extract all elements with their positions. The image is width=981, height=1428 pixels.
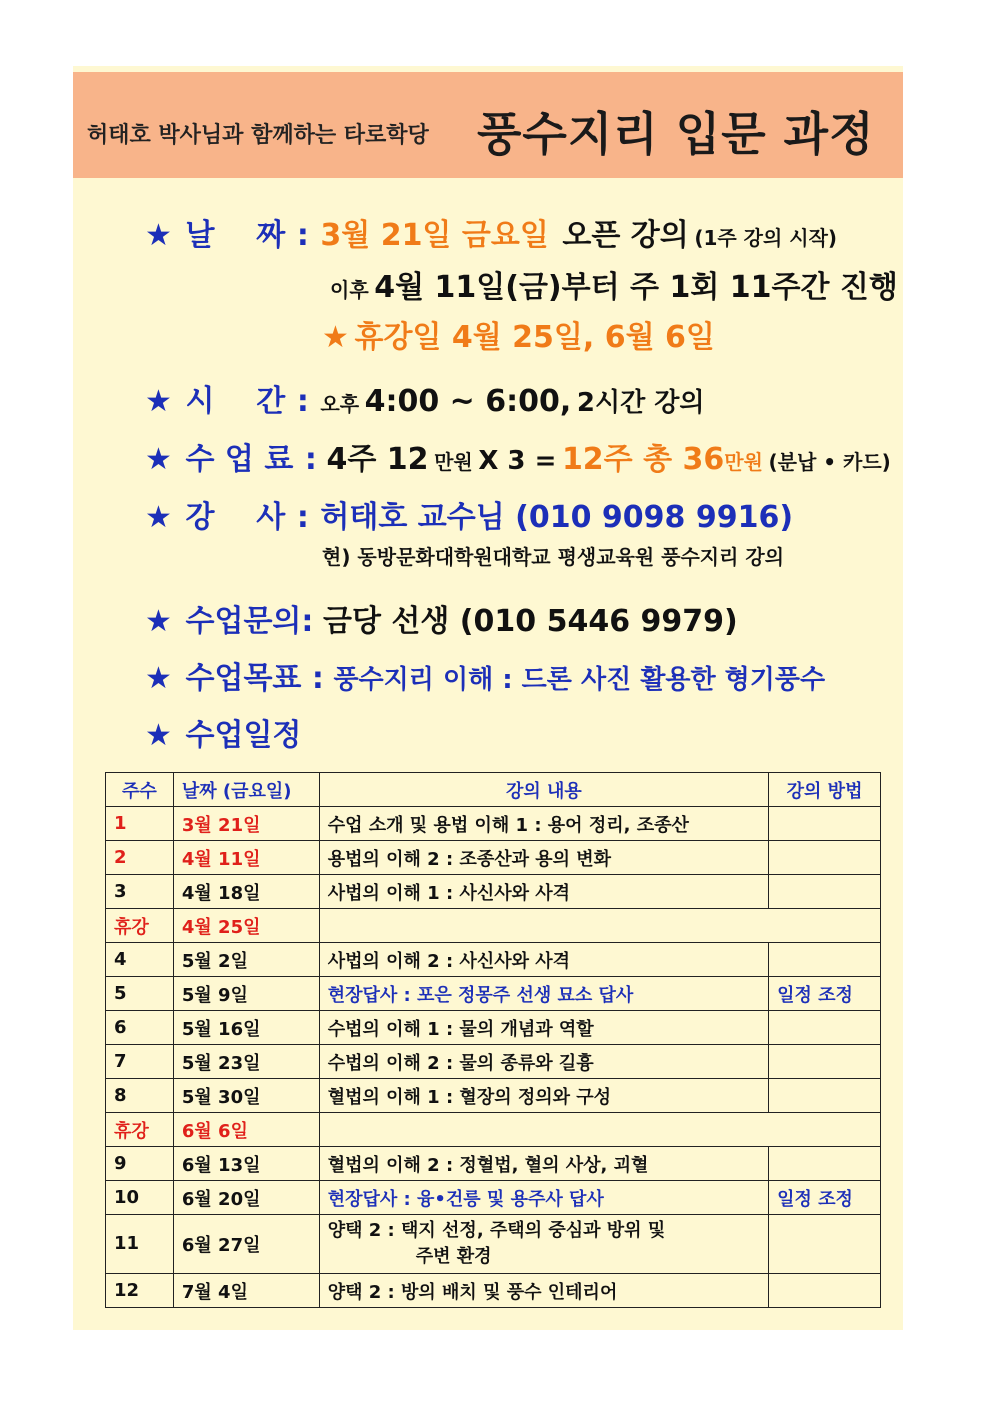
time-duration: 2시간 강의: [576, 388, 705, 418]
schedule-heading-label: 수업일정: [185, 718, 302, 753]
holiday-blank-cell: [319, 909, 880, 943]
method-cell: [769, 1079, 881, 1113]
table-header-row: [106, 773, 881, 807]
star-icon: ★: [145, 384, 172, 419]
header-method: 강의 방법: [769, 773, 881, 807]
week-cell: 11: [106, 1215, 174, 1274]
table-row: [106, 1079, 881, 1113]
method-cell: [769, 943, 881, 977]
star-icon: ★: [145, 218, 172, 253]
table-row: [106, 1045, 881, 1079]
holiday-blank-cell: [319, 1113, 880, 1147]
instructor-label: 강 사: [185, 500, 286, 535]
date-cell: 5월 9일: [173, 977, 319, 1011]
date-cell: 6월 6일: [173, 1113, 319, 1147]
content-cell: 수법의 이해 1 : 물의 개념과 역할: [319, 1011, 768, 1045]
date-cell: 6월 13일: [173, 1147, 319, 1181]
time-label: 시 간: [185, 384, 286, 419]
time-colon: :: [296, 384, 309, 419]
content-line-2: 주변 환경: [415, 1246, 492, 1267]
date-section: [145, 210, 837, 254]
instructor-position: [322, 541, 784, 570]
header-banner: [73, 72, 903, 178]
break-line: [322, 312, 715, 356]
instructor-position-text: 현) 동방문화대학원대학교 평생교육원 풍수지리 강의: [322, 545, 785, 569]
holiday-row: [106, 909, 881, 943]
method-cell: 일정 조정: [769, 1181, 881, 1215]
open-note: (1주 강의 시작): [694, 226, 838, 250]
content-cell: 혈법의 이해 1 : 혈장의 정의와 구성: [319, 1079, 768, 1113]
content-cell: 혈법의 이해 2 : 정혈법, 혈의 사상, 괴혈: [319, 1147, 768, 1181]
week-cell: 6: [106, 1011, 174, 1045]
inquiry-contact: 금당 선생 (010 5446 9979): [322, 604, 738, 639]
table-row: [106, 1011, 881, 1045]
schedule-table: [105, 772, 881, 1308]
instructor-section: [145, 492, 793, 536]
star-icon: ★: [145, 604, 172, 639]
week-cell: 10: [106, 1181, 174, 1215]
fee-colon: :: [304, 442, 317, 477]
method-cell: [769, 1045, 881, 1079]
star-icon: ★: [145, 718, 172, 753]
week-cell: 2: [106, 841, 174, 875]
table-row: [106, 977, 881, 1011]
content-cell: 양택 2 : 방의 배치 및 풍수 인테리어: [319, 1274, 768, 1308]
fee-total: 12주 총 36: [561, 442, 725, 477]
week-cell: 5: [106, 977, 174, 1011]
date-line2-prefix: 이후: [330, 278, 369, 302]
date-cell: 5월 30일: [173, 1079, 319, 1113]
star-icon: ★: [145, 442, 172, 477]
week-cell: 8: [106, 1079, 174, 1113]
star-icon: ★: [322, 320, 349, 355]
table-row: [106, 1274, 881, 1308]
week-cell: 9: [106, 1147, 174, 1181]
table-row: [106, 807, 881, 841]
date-cell: 3월 21일: [173, 807, 319, 841]
content-cell: 사법의 이해 1 : 사신사와 사격: [319, 875, 768, 909]
date-cell: 4월 11일: [173, 841, 319, 875]
week-cell: 3: [106, 875, 174, 909]
fee-calc-a: 4주 12: [326, 442, 429, 477]
break-text: 휴강일 4월 25일, 6월 6일: [354, 320, 715, 355]
header-date: 날짜 (금요일): [173, 773, 319, 807]
content-cell: 현장답사 : 포은 정몽주 선생 묘소 답사: [319, 977, 768, 1011]
week-cell: 1: [106, 807, 174, 841]
fee-section: [145, 434, 891, 478]
inquiry-label: 수업문의:: [185, 604, 314, 639]
star-icon: ★: [145, 500, 172, 535]
header-content: 강의 내용: [319, 773, 768, 807]
method-cell: [769, 1011, 881, 1045]
header-title: 풍수지리 입문 과정: [477, 107, 875, 161]
content-cell: [319, 1215, 768, 1274]
date-cell: 7월 4일: [173, 1274, 319, 1308]
open-text: 오픈 강의: [562, 218, 689, 253]
open-date: 3월 21일 금요일: [320, 218, 549, 253]
date-line2-text: 4월 11일(금)부터 주 1회 11주간 진행: [374, 270, 898, 305]
method-cell: [769, 807, 881, 841]
method-cell: [769, 1215, 881, 1274]
holiday-row: [106, 1113, 881, 1147]
instructor-colon: :: [296, 500, 309, 535]
fee-calc-b: X 3 =: [478, 446, 557, 476]
time-section: [145, 376, 704, 420]
date-cell: 6월 20일: [173, 1181, 319, 1215]
date-cell: 5월 23일: [173, 1045, 319, 1079]
table-row: [106, 943, 881, 977]
instructor-name-phone: 허태호 교수님 (010 9098 9916): [320, 500, 794, 535]
time-range: 4:00 ~ 6:00,: [364, 384, 572, 419]
header-subtitle: 허태호 박사님과 함께하는 타로학당: [87, 123, 429, 148]
method-cell: [769, 841, 881, 875]
table-row: [106, 841, 881, 875]
method-cell: [769, 1147, 881, 1181]
table-row: [106, 1147, 881, 1181]
week-cell: 7: [106, 1045, 174, 1079]
fee-label: 수 업 료: [185, 442, 294, 477]
method-cell: 일정 조정: [769, 977, 881, 1011]
time-am-pm: 오후: [320, 392, 360, 416]
date-label: 날 짜: [185, 218, 286, 253]
table-row: [106, 875, 881, 909]
content-line: 양택 2 : 택지 선정, 주택의 중심과 방위 및: [327, 1220, 666, 1241]
week-cell: 12: [106, 1274, 174, 1308]
date-colon: :: [296, 218, 309, 253]
header-week: 주수: [106, 773, 174, 807]
week-cell: 휴강: [106, 909, 174, 943]
date-cell: 4월 18일: [173, 875, 319, 909]
method-cell: [769, 1274, 881, 1308]
fee-payment: (분납 • 카드): [768, 450, 891, 474]
fee-total-unit: 만원: [724, 450, 763, 474]
table-row: [106, 1181, 881, 1215]
goal-text: 풍수지리 이해 : 드론 사진 활용한 형기풍수: [333, 665, 826, 695]
date-cell: 5월 16일: [173, 1011, 319, 1045]
star-icon: ★: [145, 661, 172, 696]
fee-calc-unit: 만원: [434, 450, 473, 474]
date-cell: 6월 27일: [173, 1215, 319, 1274]
content-cell: 수업 소개 및 용법 이해 1 : 용어 정리, 조종산: [319, 807, 768, 841]
week-cell: 4: [106, 943, 174, 977]
date-cell: 5월 2일: [173, 943, 319, 977]
content-cell: 수법의 이해 2 : 물의 종류와 길흉: [319, 1045, 768, 1079]
goal-label: 수업목표 :: [185, 661, 324, 696]
goal-section: [145, 653, 825, 697]
inquiry-section: [145, 596, 738, 640]
content-cell: 사법의 이해 2 : 사신사와 사격: [319, 943, 768, 977]
content-cell: 용법의 이해 2 : 조종산과 용의 변화: [319, 841, 768, 875]
date-cell: 4월 25일: [173, 909, 319, 943]
table-row: [106, 1215, 881, 1274]
week-cell: 휴강: [106, 1113, 174, 1147]
schedule-heading: [145, 710, 301, 754]
date-line2: [330, 262, 898, 306]
content-cell: 현장답사 : 융•건릉 및 용주사 답사: [319, 1181, 768, 1215]
method-cell: [769, 875, 881, 909]
